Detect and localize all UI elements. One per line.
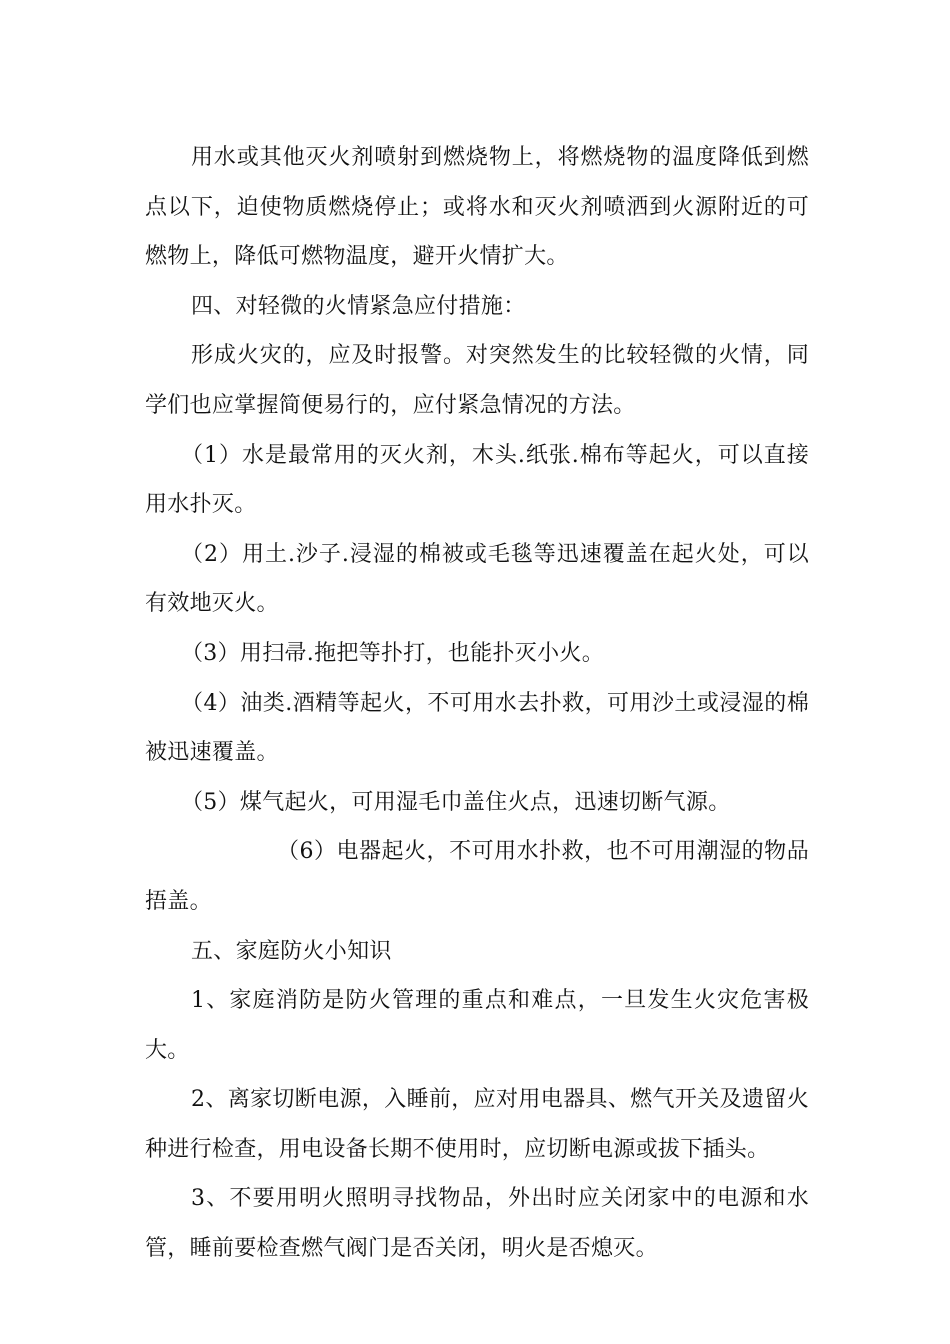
tip-item-3: 3、不要用明火照明寻找物品，外出时应关闭家中的电源和水管，睡前要检查燃气阀门是否关闭，明火是否熄灭。 <box>145 1186 809 1262</box>
list-item-3: （3）用扫帚.拖把等扑打，也能扑灭小火。 <box>181 640 604 666</box>
tip-item-2: 2、离家切断电源，入睡前，应对用电器具、燃气开关及遗留火种进行检查，用电设备长期不使用时，应切断电源或拔下插头。 <box>145 1087 809 1162</box>
document-body <box>145 133 809 1274</box>
paragraph-report-fire: 形成火灾的，应及时报警。对突然发生的比较轻微的火情，同学们也应掌握简便易行的，应付紧急情况的方法。 <box>145 343 809 418</box>
list-item-6: （6）电器起火，不可用水扑救，也不可用潮湿的物品捂盖。 <box>145 839 809 914</box>
list-item-1: （1）水是最常用的灭火剂，木头.纸张.棉布等起火，可以直接用水扑灭。 <box>145 442 809 518</box>
list-item-2: （2）用土.沙子.浸湿的棉被或毛毯等迅速覆盖在起火处，可以有效地灭火。 <box>145 541 809 617</box>
list-item-5: （5）煤气起火，可用湿毛巾盖住火点，迅速切断气源。 <box>181 789 731 815</box>
heading-section-four: 四、对轻微的火情紧急应付措施： <box>191 293 526 319</box>
paragraph-cooling-method: 用水或其他灭火剂喷射到燃烧物上，将燃烧物的温度降低到燃点以下，迫使物质燃烧停止；或将水和灭火剂喷洒到火源附近的可燃物上，降低可燃物温度，避开火情扩大。 <box>145 145 809 270</box>
tip-item-1: 1、家庭消防是防火管理的重点和难点，一旦发生火灾危害极大。 <box>145 988 809 1063</box>
heading-section-five: 五、家庭防火小知识 <box>191 938 392 964</box>
list-item-4: （4）油类.酒精等起火，不可用水去扑救，可用沙土或浸湿的棉被迅速覆盖。 <box>145 690 809 766</box>
